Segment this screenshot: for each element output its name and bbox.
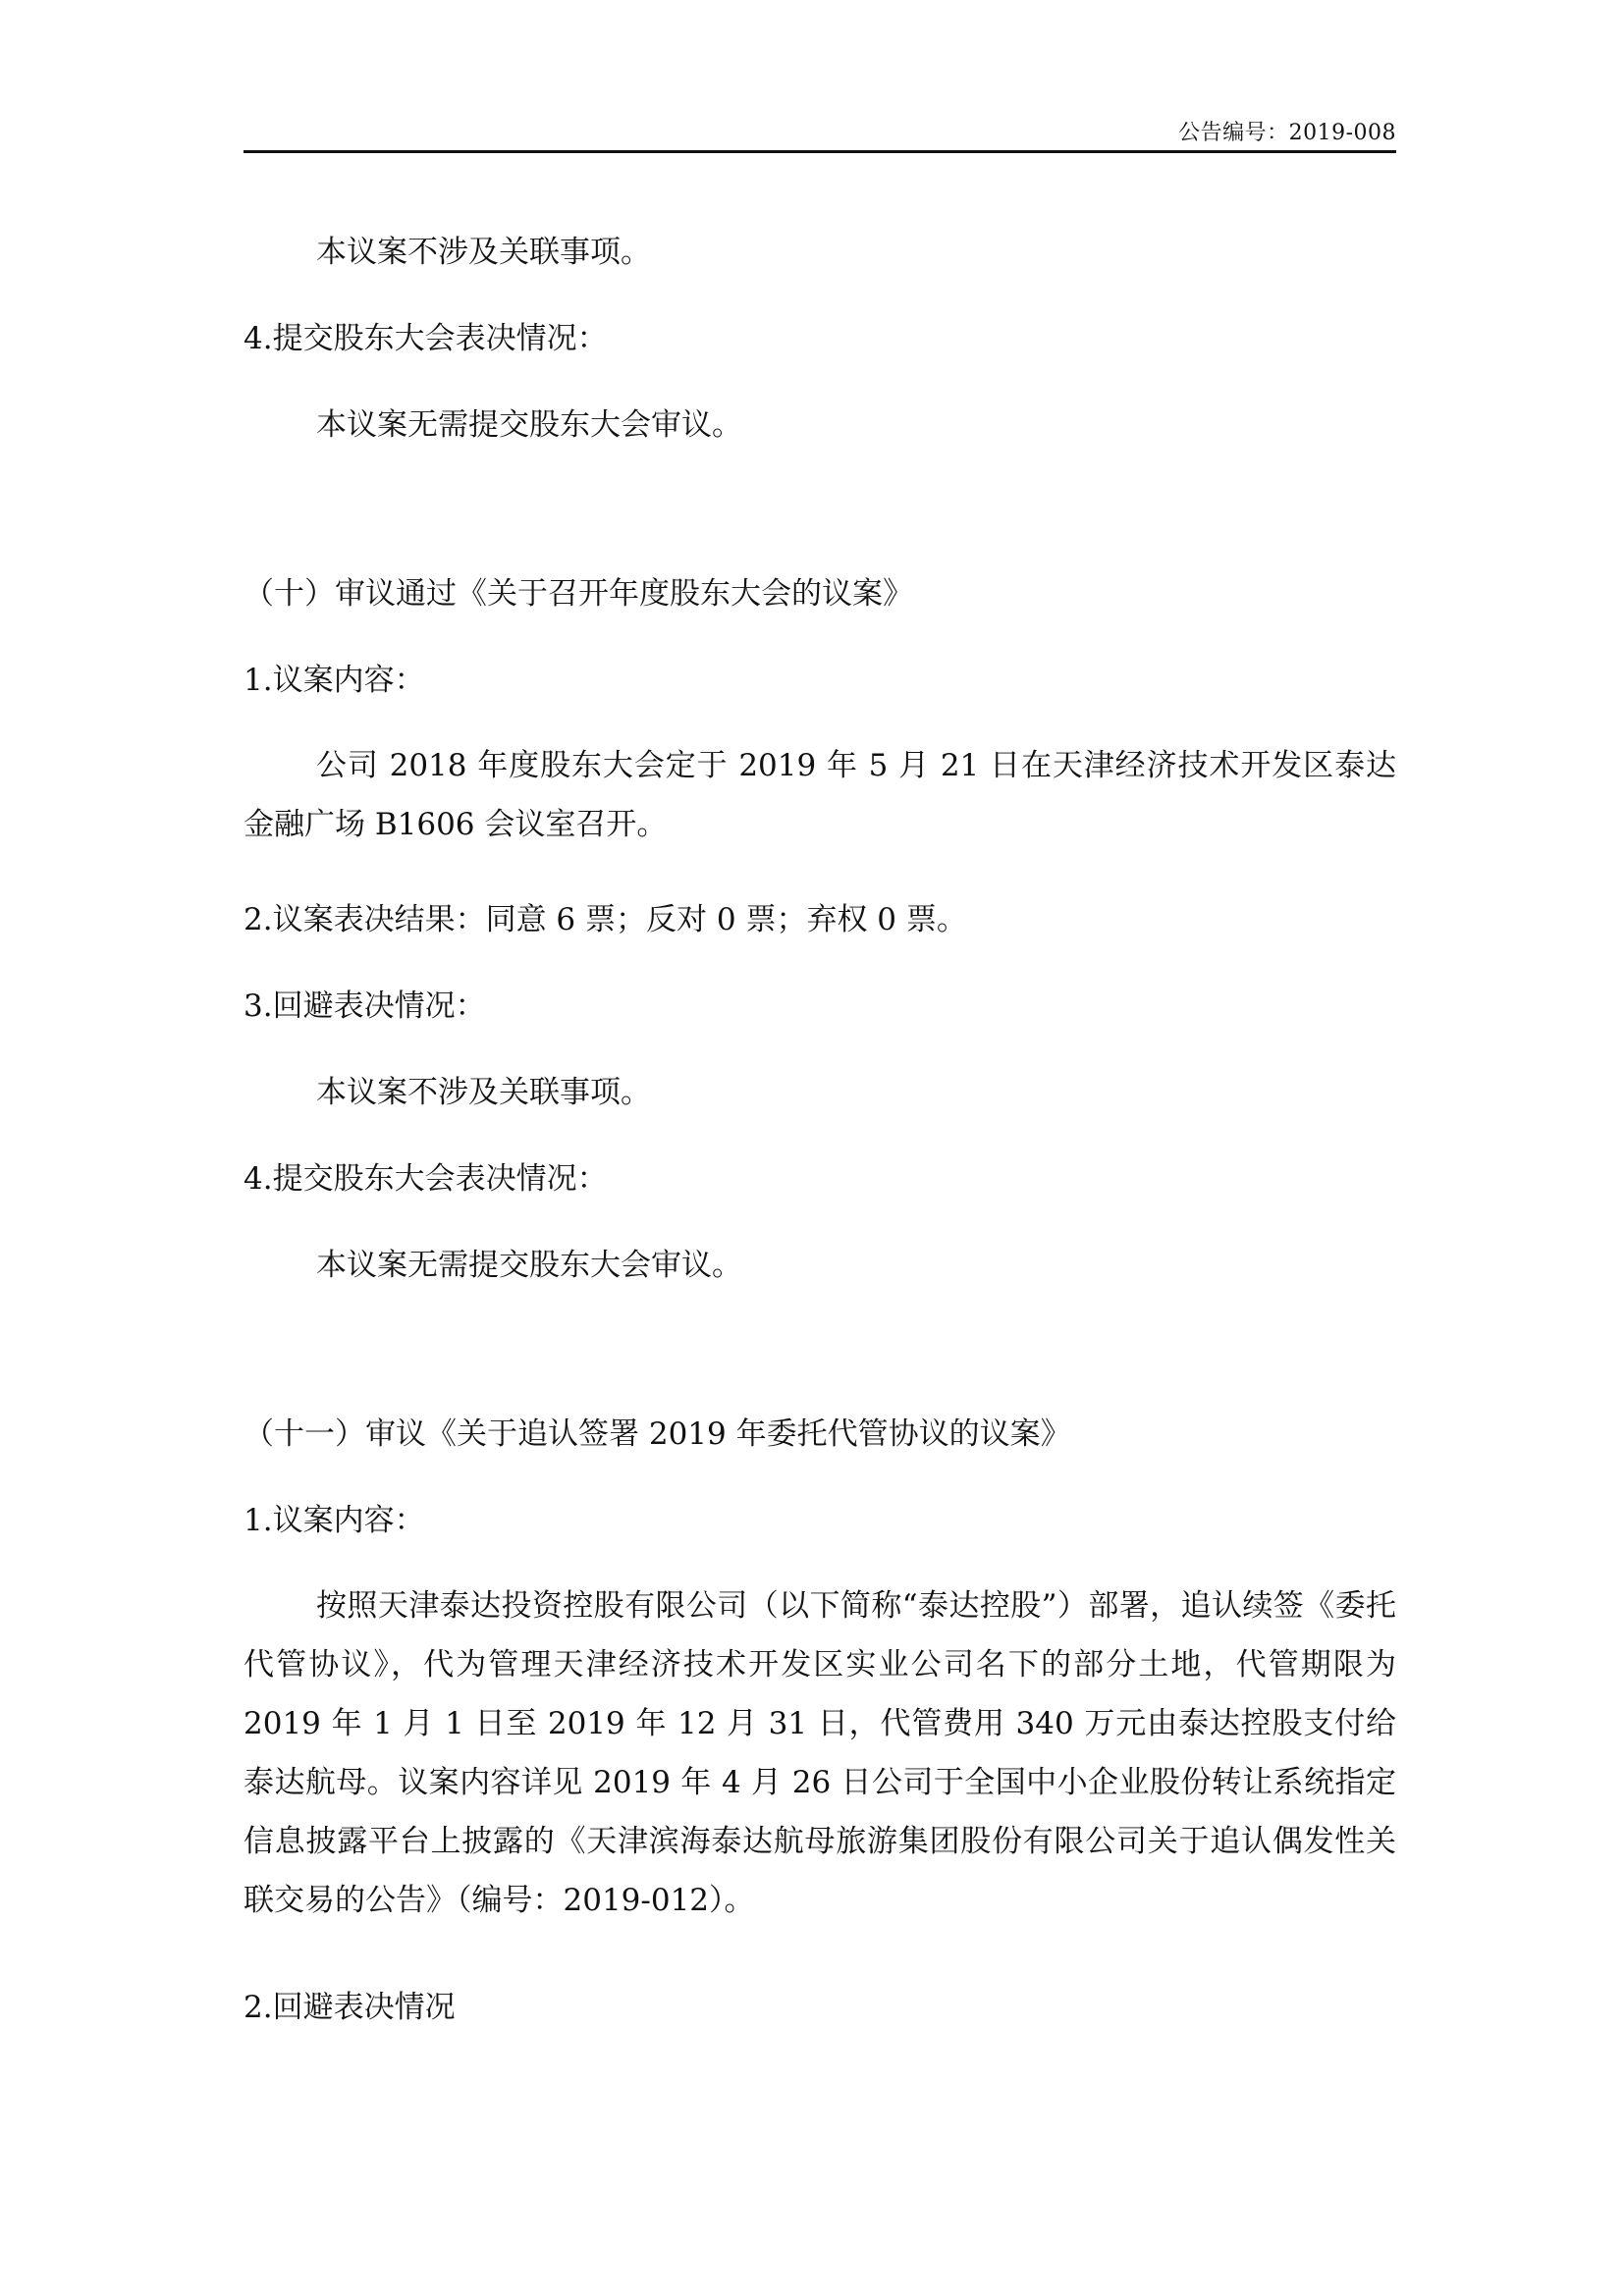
section-10-title: （十）审议通过《关于召开年度股东大会的议案》: [244, 576, 913, 612]
announcement-number: 公告编号：2019-008: [1178, 121, 1396, 145]
section-11-content-text: 按照天津泰达投资控股有限公司（以下简称“泰达控股”）部署，追认续签《委托代管协议》，代为管理天津经济技术开发区实业公司名下的部分土地，代管期限为 2019 年 1 月 1 日至 2019 年 12 月 31 日，代管费用 340 万元由泰达控股支付给泰达航母。议案内容详见 2019 年 4 月 26 日公司于全国中小企业股份转让系统指定信息披露平台上披露的《天津滨海泰达航母旅游集团股份有限公司关于追认偶发性关联交易的公告》（编号：2019-012）。: [244, 1588, 1396, 1918]
header-divider: [244, 150, 1396, 153]
section-11-avoid-heading: 2.回避表决情况: [244, 1990, 456, 2025]
no-related-text-top: 本议案不涉及关联事项。: [316, 235, 651, 270]
section-10-content-text: 公司 2018 年度股东大会定于 2019 年 5 月 21 日在天津经济技术开发区泰达金融广场 B1606 会议室召开。: [244, 748, 1396, 842]
section-10-submit-heading: 4.提交股东大会表决情况：: [244, 1161, 608, 1197]
section-11-title: （十一）审议《关于追认签署 2019 年委托代管协议的议案》: [244, 1416, 1071, 1452]
submit-heading-top: 4.提交股东大会表决情况：: [244, 321, 608, 356]
section-10-vote-result: 2.议案表决结果：同意 6 票；反对 0 票；弃权 0 票。: [244, 902, 967, 937]
no-submit-text-top: 本议案无需提交股东大会审议。: [316, 407, 742, 443]
section-11-content-heading: 1.议案内容：: [244, 1503, 425, 1538]
section-10-no-submit-text: 本议案无需提交股东大会审议。: [316, 1248, 742, 1283]
section-10-content-heading: 1.议案内容：: [244, 663, 425, 698]
section-10-no-related-text: 本议案不涉及关联事项。: [316, 1075, 651, 1110]
section-10-avoid-heading: 3.回避表决情况：: [244, 988, 486, 1024]
